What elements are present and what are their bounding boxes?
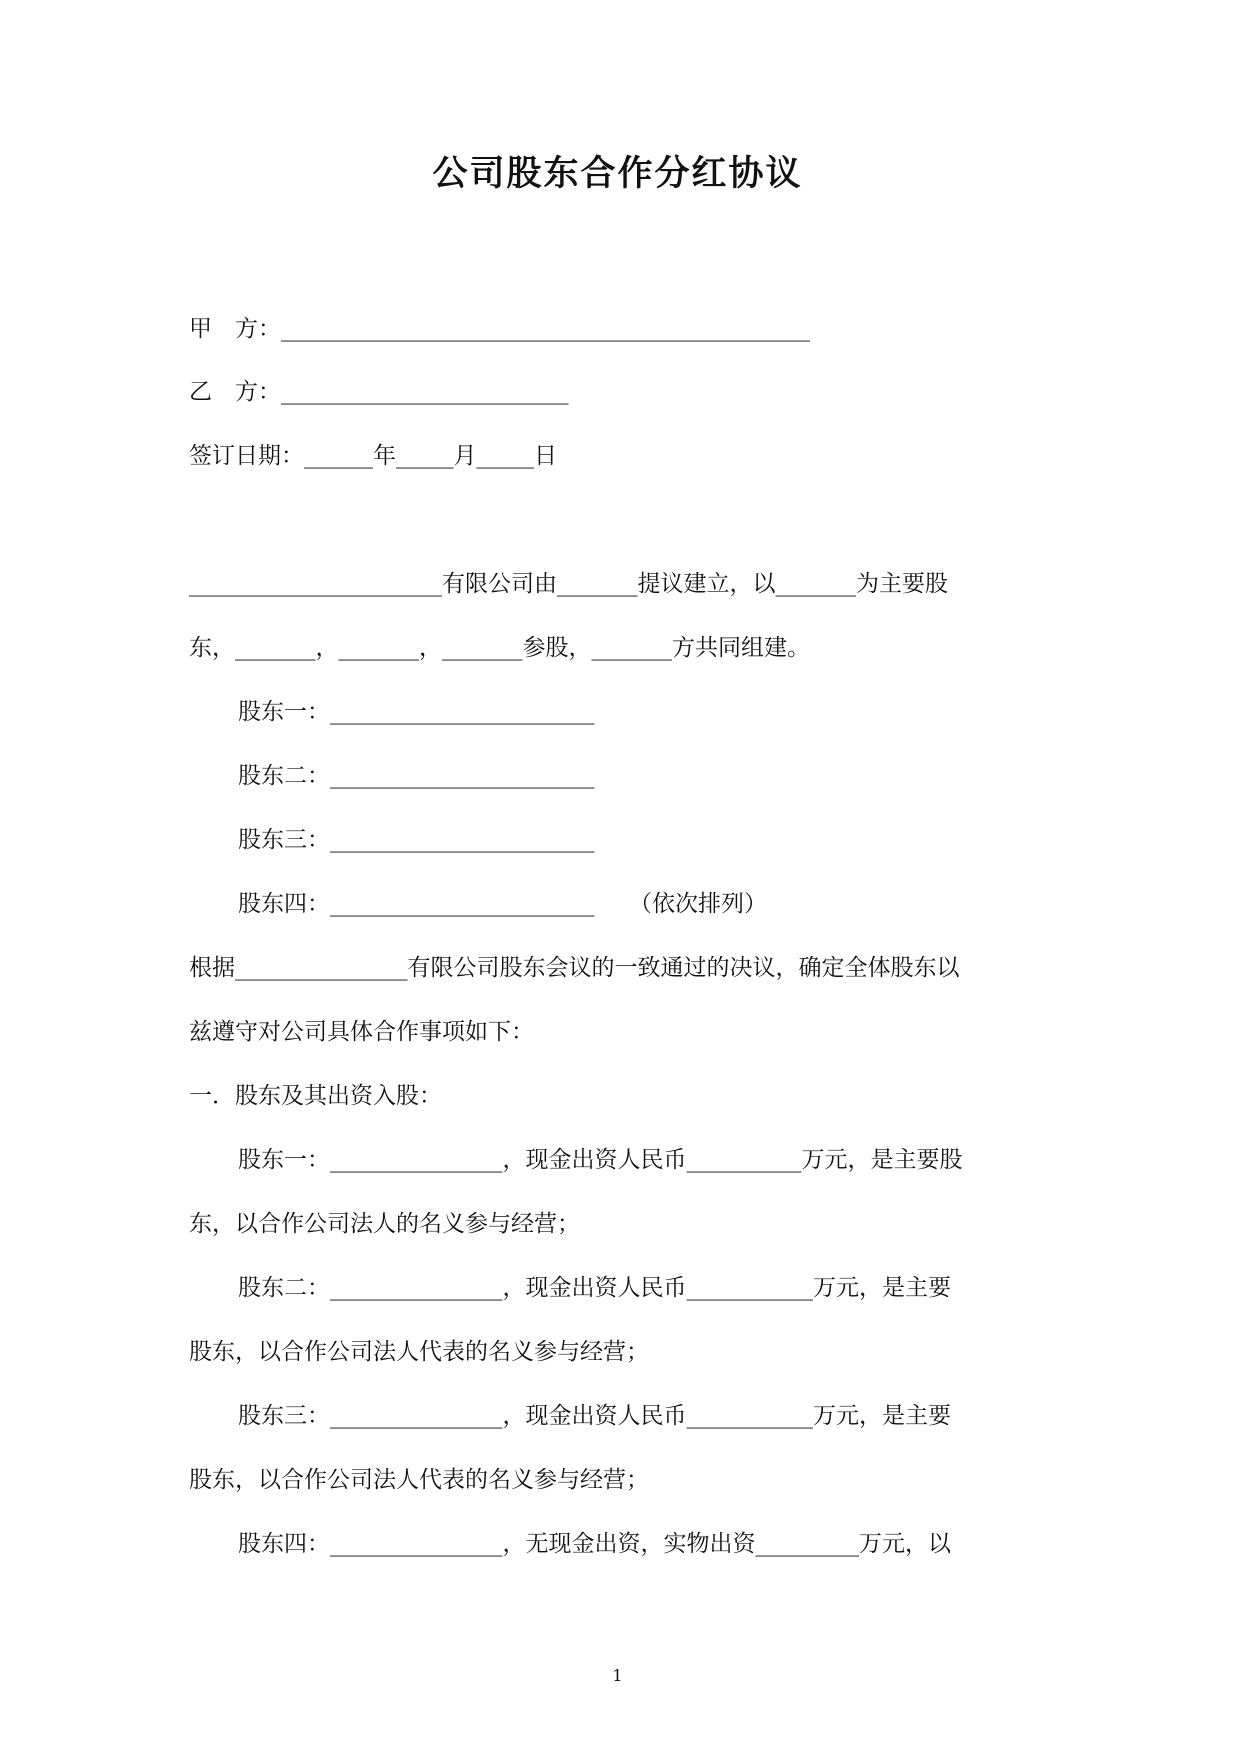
- party-b-line: 乙 方：_________________________: [189, 379, 569, 405]
- paragraph-line: 股东，以合作公司法人代表的名义参与经营；: [189, 1339, 649, 1365]
- party-a-line: 甲 方：______________________________________________: [189, 316, 810, 342]
- paragraph-line: 根据_______________有限公司股东会议的一致通过的决议，确定全体股东以: [189, 955, 960, 981]
- shareholder-list-item: 股东二：_______________________: [238, 763, 595, 789]
- document-title: 公司股东合作分红协议: [432, 153, 803, 194]
- shareholder-list-item: 股东四：_______________________ （依次排列）: [238, 891, 767, 917]
- paragraph-line: 股东一：_______________，现金出资人民币__________万元，是主要股: [238, 1147, 963, 1173]
- signing-date-line: 签订日期：______年_____月_____日: [189, 443, 557, 469]
- paragraph-line: 兹遵守对公司具体合作事项如下：: [189, 1019, 534, 1045]
- shareholder-list-item: 股东三：_______________________: [238, 827, 595, 853]
- paragraph-line: 股东四：_______________，无现金出资，实物出资_________万元，以: [238, 1531, 951, 1557]
- paragraph-line: ______________________有限公司由_______提议建立，以_______为主要股: [189, 571, 948, 597]
- paragraph-line: 东，以合作公司法人的名义参与经营；: [189, 1211, 580, 1237]
- paragraph-line: 东，_______，_______，_______参股，_______方共同组建。: [189, 635, 810, 661]
- shareholder-list-item: 股东一：_______________________: [238, 699, 595, 725]
- paragraph-line: 股东三：_______________，现金出资人民币___________万元，是主要: [238, 1403, 951, 1429]
- page-number: 1: [612, 1666, 623, 1685]
- paragraph-line: 股东二：_______________，现金出资人民币___________万元，是主要: [238, 1275, 951, 1301]
- paragraph-line: 股东，以合作公司法人代表的名义参与经营；: [189, 1467, 649, 1493]
- section-heading: 一．股东及其出资入股：: [189, 1083, 442, 1109]
